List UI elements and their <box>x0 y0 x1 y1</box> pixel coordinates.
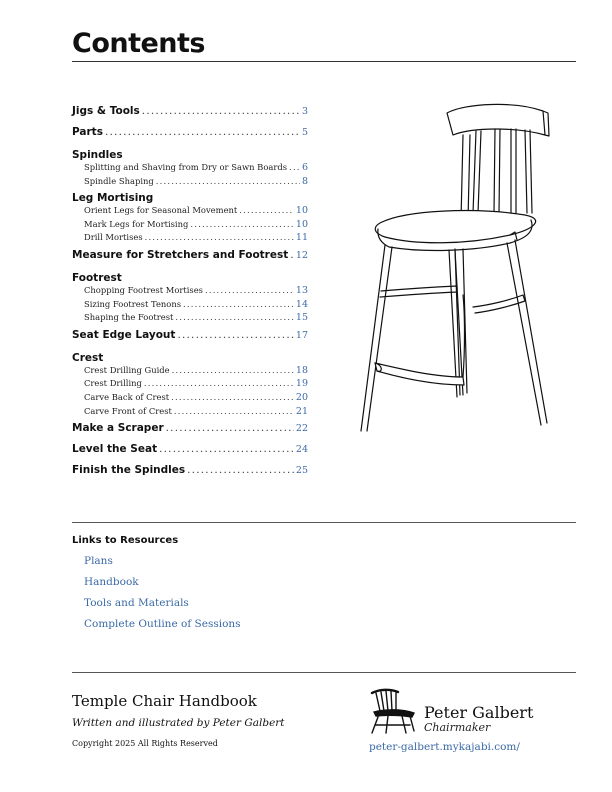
dot-leader <box>183 299 294 309</box>
resources-list <box>84 555 241 639</box>
dot-leader <box>145 232 294 242</box>
toc-subentry-label: Splitting and Shaving from Dry or Sawn Boards <box>84 162 288 172</box>
toc-subentry[interactable] <box>72 205 308 219</box>
dot-leader <box>105 126 300 138</box>
toc-subentry-label: Crest Drilling Guide <box>84 364 170 375</box>
toc-page-number[interactable]: 10 <box>295 205 308 217</box>
toc-entry-level-seat[interactable] <box>72 443 308 464</box>
toc-subentry-label: Crest Drilling <box>84 378 142 389</box>
toc-entry-label: Finish the Spindles <box>72 464 186 477</box>
dot-leader <box>205 285 294 295</box>
dot-leader <box>190 219 294 229</box>
dot-leader <box>174 406 294 416</box>
dot-leader <box>171 392 294 402</box>
toc-page-number[interactable]: 18 <box>295 364 308 376</box>
toc-page-number[interactable]: 15 <box>295 312 308 324</box>
dot-leader <box>159 443 294 455</box>
toc-section-spindles: Spindles <box>72 149 123 161</box>
toc-section-leg-mortising: Leg Mortising <box>72 192 154 205</box>
toc-entry-measure[interactable] <box>72 249 308 270</box>
bar-stool-illustration <box>345 95 575 445</box>
toc-page-number[interactable]: 13 <box>295 284 308 296</box>
dot-leader <box>187 464 294 476</box>
toc-subentry-label: Spindle Shaping <box>84 175 154 186</box>
page-title: Contents <box>72 28 206 59</box>
toc-subentry-label: Shaping the Footrest <box>84 312 174 323</box>
toc-entry-label: Measure for Stretchers and Footrest <box>72 248 289 261</box>
toc-section-footrest: Footrest <box>72 271 122 284</box>
toc-page-number[interactable]: 10 <box>295 218 308 230</box>
resource-link-handbook[interactable]: Handbook <box>84 576 139 588</box>
toc-subentry[interactable] <box>72 162 308 176</box>
footer-divider <box>72 672 576 673</box>
dot-leader <box>177 329 293 341</box>
dot-leader <box>289 162 300 172</box>
toc-entry-label: Seat Edge Layout <box>72 328 176 341</box>
dot-leader <box>290 249 294 261</box>
toc-entry-label: Jigs & Tools <box>72 105 140 117</box>
table-of-contents <box>72 105 308 485</box>
resource-link-outline[interactable]: Complete Outline of Sessions <box>84 618 241 630</box>
toc-entry-jigs-tools[interactable] <box>72 105 308 126</box>
toc-page-number[interactable]: 22 <box>295 423 308 435</box>
toc-subentry-label: Sizing Footrest Tenons <box>84 298 182 309</box>
toc-subentry[interactable] <box>72 232 308 246</box>
toc-subentry-label: Mark Legs for Mortising <box>84 218 189 229</box>
toc-subentry[interactable] <box>72 176 308 190</box>
toc-subentry[interactable] <box>72 285 308 299</box>
dot-leader <box>166 422 294 434</box>
section-divider <box>72 522 576 523</box>
toc-entry-parts[interactable] <box>72 126 308 147</box>
toc-subentry[interactable] <box>72 219 308 233</box>
brand-tagline: Chairmaker <box>424 721 491 734</box>
toc-page-number[interactable]: 21 <box>295 405 308 417</box>
resources-title: Links to Resources <box>72 535 179 546</box>
author-credit: Written and illustrated by Peter Galbert <box>72 717 285 729</box>
resource-link-plans[interactable]: Plans <box>84 555 113 567</box>
website-link[interactable]: peter-galbert.mykajabi.com/ <box>369 741 520 753</box>
toc-subentry[interactable] <box>72 406 308 420</box>
toc-subentry[interactable] <box>72 312 308 326</box>
toc-page-number[interactable]: 20 <box>295 391 308 403</box>
dot-leader <box>144 378 294 388</box>
toc-entry-label: Parts <box>72 126 103 138</box>
toc-page-number[interactable]: 24 <box>295 444 308 456</box>
toc-subentry[interactable] <box>72 392 308 406</box>
toc-entry-label: Level the Seat <box>72 443 158 456</box>
copyright-notice: Copyright 2025 All Rights Reserved <box>72 739 218 748</box>
toc-page-number[interactable]: 19 <box>295 378 308 390</box>
toc-page-number[interactable]: 17 <box>295 329 308 341</box>
resource-link-tools-materials[interactable]: Tools and Materials <box>84 597 189 609</box>
dot-leader <box>239 205 294 215</box>
toc-page-number[interactable]: 11 <box>295 232 308 244</box>
toc-subentry-label: Drill Mortises <box>84 232 143 243</box>
toc-subentry[interactable] <box>72 378 308 392</box>
toc-page-number[interactable]: 25 <box>295 465 308 477</box>
title-divider <box>72 61 576 62</box>
toc-page-number[interactable]: 5 <box>301 127 308 138</box>
toc-page-number[interactable]: 8 <box>301 175 308 187</box>
toc-page-number[interactable]: 14 <box>295 298 308 310</box>
toc-subentry-label: Chopping Footrest Mortises <box>84 284 203 295</box>
book-title: Temple Chair Handbook <box>72 692 257 710</box>
toc-page-number[interactable]: 12 <box>295 249 308 261</box>
toc-section-crest: Crest <box>72 351 104 364</box>
toc-entry-finish-spindles[interactable] <box>72 464 308 485</box>
dot-leader <box>142 105 300 117</box>
toc-subentry-label: Carve Back of Crest <box>84 391 170 402</box>
toc-subentry-label: Carve Front of Crest <box>84 405 172 416</box>
toc-entry-label: Make a Scraper <box>72 422 164 435</box>
toc-entry-scraper[interactable] <box>72 422 308 443</box>
dot-leader <box>172 365 294 375</box>
toc-subentry-label: Orient Legs for Seasonal Movement <box>84 205 238 216</box>
toc-subentry[interactable] <box>72 299 308 313</box>
chair-logo-icon <box>366 685 418 737</box>
dot-leader <box>156 176 300 186</box>
brand-name: Peter Galbert <box>424 703 534 722</box>
toc-page-number[interactable]: 3 <box>301 106 308 117</box>
toc-page-number[interactable]: 6 <box>301 162 308 173</box>
toc-entry-seat-edge[interactable] <box>72 329 308 350</box>
dot-leader <box>175 312 294 322</box>
toc-subentry[interactable] <box>72 365 308 379</box>
